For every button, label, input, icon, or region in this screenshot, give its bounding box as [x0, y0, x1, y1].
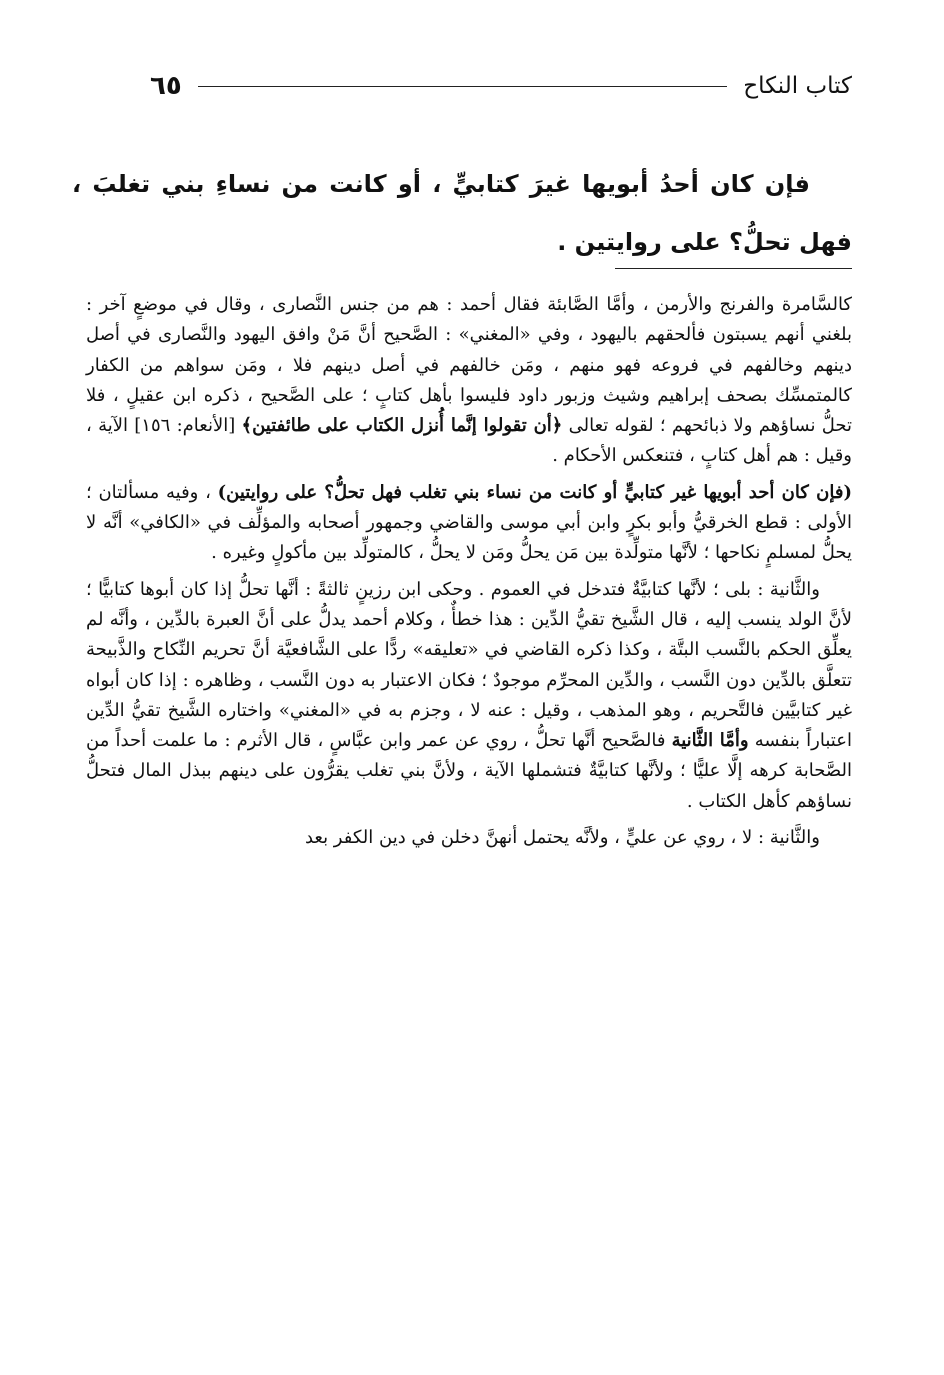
commentary-paragraph-2: [86, 478, 852, 569]
commentary-text: والثَّانية : لا ، روي عن عليٍّ ، ولأنَّه يحتمل أنهنَّ دخلن في دين الكفر بعد: [304, 827, 820, 849]
commentary-text: كالسَّامرة والفرنج والأرمن ، وأمَّا الصَّابئة فقال أحمد : هم من جنس النَّصارى ، وقال في موضعٍ آخر : بلغني أنهم يسبتون فألحقهم باليهود ، وفي «المغني» : الصَّحيح أنَّ مَنْ وافق اليهود والنَّصارى في أصل دينهم وخالفهم في فروعه فهو منهم ، ومَن خالفهم في أصل دينهم فلا ، ومَن سواهم من الكفار كالمتمسِّك بصحف إبراهيم وشيث وزبور داود فليسوا بأهل كتابٍ ؛ على الصَّحيح ، ذكره ابن عقيلٍ ، فلا تحلُّ نساؤهم ولا ذبائحهم ؛ لقوله تعالى: [86, 294, 853, 437]
commentary-paragraph-1: [86, 290, 852, 472]
footnote-separator: [615, 268, 852, 269]
commentary-paragraph-3: [86, 575, 852, 817]
commentary-text: [الأنعام: ١٥٦] الآية ، وقيل : هم أهل كتابٍ ، فتنعكس الأحكام .: [86, 415, 852, 467]
commentary-text: ، وفيه مسألتان ؛ الأولى : قطع الخرقيُّ وأبو بكرٍ وابن أبي موسى والقاضي وجمهور أصحابه والمؤلِّف في «الكافي» أنَّه لا يحلُّ لمسلمٍ نكاحها ؛ لأنَّها متولِّدة بين مَن يحلُّ ومَن لا يحلُّ ، كالمتولِّد بين مأكولٍ وغيره .: [86, 481, 852, 564]
section-heading-inline: وأمَّا الثَّانية: [671, 730, 749, 752]
quran-quote: ﴿أن تقولوا إنَّما أُنزل الكتاب على طائفتين﴾: [241, 415, 563, 437]
running-head: [150, 66, 852, 106]
main-text: فإن كان أحدُ أبويها غيرَ كتابيٍّ ، أو كانت من نساءِ بني تغلبَ ، فهل تحلُّ؟ على روايتين .: [72, 170, 852, 256]
header-rule: [198, 86, 727, 87]
commentary: [86, 290, 852, 853]
commentary-text: والثَّانية : بلى ؛ لأنَّها كتابيَّةٌ فتدخل في العموم . وحكى ابن رزينٍ ثالثةً : أنَّها تحلُّ إذا كان أبوها كتابيًّا ؛ لأنَّ الولد ينسب إليه ، قال الشَّيخ تقيُّ الدِّين : هذا خطأٌ ، وكلام أحمد يدلُّ على أنَّ العبرة بالدِّين ، وأنَّه لم يعلِّق الحكم بالنَّسب البتَّة ، وكذا ذكره القاضي في «تعليقه» ردًّا على الشَّافعيَّة أنَّ تحريم النِّكاح والذَّبيحة تتعلَّق بالدِّين دون النَّسب ، والدِّين المحرِّم موجودٌ ؛ فكان الاعتبار به دون النَّسب ، وظاهره : إذا كان أبواه غير كتابيَّين فالتَّحريم ، وهو المذهب ، وقيل : عنه لا ، وجزم به في «المغني» واختاره الشَّيخ تقيُّ الدِّين اعتباراً بنفسه: [86, 578, 852, 752]
commentary-paragraph-4: [86, 823, 852, 853]
commentary-text: فالصَّحيح أنَّها تحلُّ ، روي عن عمر وابن عبَّاسٍ ، قال الأثرم : ما علمت أحداً من الصَّحابة كرهه إلَّا عليًّا ؛ ولأنَّها كتابيَّةٌ فتشملها الآية ، ولأنَّ بني تغلب يقرُّون على دينهم ببذل المال فتحلُّ نساؤهم كأهل الكتاب .: [86, 730, 852, 812]
page-number: ٦٥: [150, 71, 182, 101]
chapter-title: كتاب النكاح: [743, 73, 852, 99]
quoted-main-text: (فإن كان أحد أبويها غير كتابيٍّ أو كانت من نساء بني تغلب فهل تحلُّ؟ على روايتين): [217, 481, 852, 503]
